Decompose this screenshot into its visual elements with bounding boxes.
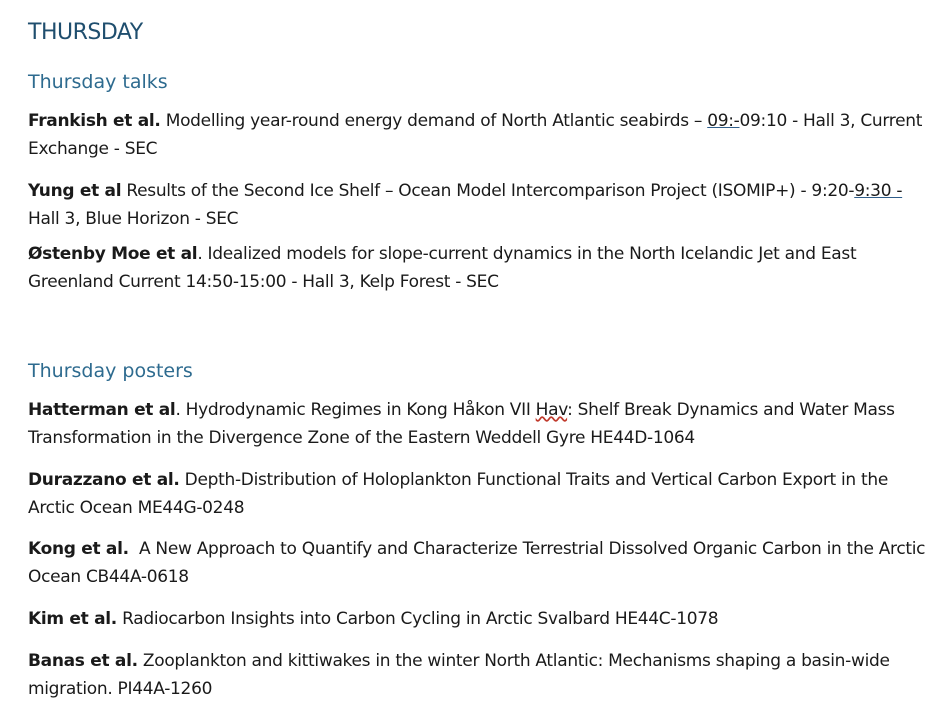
spellcheck-flagged-word[interactable]: Hav xyxy=(535,400,568,420)
poster-entry xyxy=(28,466,928,522)
poster-title-end: : Shelf Break Dynamics and Water Mass Transformation in the Divergence Zone of the Eastern Weddell Gyre HE44D-1064 xyxy=(28,400,895,448)
talk-entry xyxy=(28,107,928,163)
poster-title: A New Approach to Quantify and Characterize Terrestrial Dissolved Organic Carbon in the Arctic Ocean CB44A-0618 xyxy=(28,539,931,587)
poster-authors: Hatterman et al xyxy=(28,400,176,420)
poster-title: Radiocarbon Insights into Carbon Cycling in Arctic Svalbard HE44C-1078 xyxy=(116,609,719,629)
poster-entry xyxy=(28,605,928,633)
talk-title: . Idealized models for slope-current dynamics in the North Icelandic Jet and East Greenland Current 14:50-15:00 - Hall 3, Kelp Forest - SEC xyxy=(28,244,857,292)
poster-entry xyxy=(28,535,931,591)
poster-entry xyxy=(28,396,928,452)
poster-authors: Kim et al. xyxy=(28,609,117,629)
talk-authors: Frankish et al. xyxy=(28,111,161,131)
posters-heading: Thursday posters xyxy=(28,360,193,382)
poster-entry xyxy=(28,647,928,703)
talk-authors: Yung et al xyxy=(28,181,122,201)
poster-title-start: . Hydrodynamic Regimes in Kong Håkon VII xyxy=(175,400,536,420)
talk-time-link[interactable]: 09:- xyxy=(707,111,740,131)
poster-title: Zooplankton and kittiwakes in the winter North Atlantic: Mechanisms shaping a basin-wide migration. PI44A-1260 xyxy=(28,651,890,699)
talk-title: Modelling year-round energy demand of North Atlantic seabirds – xyxy=(160,111,708,131)
talks-heading: Thursday talks xyxy=(28,71,168,93)
talk-title: Results of the Second Ice Shelf – Ocean Model Intercomparison Project (ISOMIP+) - 9:20- xyxy=(121,181,855,201)
day-heading: THURSDAY xyxy=(28,20,143,45)
poster-authors: Kong et al. xyxy=(28,539,129,559)
talk-authors: Østenby Moe et al xyxy=(28,244,198,264)
poster-title: Depth-Distribution of Holoplankton Functional Traits and Vertical Carbon Export in the Arctic Ocean ME44G-0248 xyxy=(28,470,888,518)
talk-entry xyxy=(28,177,928,233)
poster-authors: Banas et al. xyxy=(28,651,138,671)
talk-time-link[interactable]: 9:30 - xyxy=(854,181,903,201)
talk-location: 09:10 - Hall 3, Current Exchange - SEC xyxy=(28,111,923,159)
talk-entry xyxy=(28,240,928,296)
poster-authors: Durazzano et al. xyxy=(28,470,180,490)
talk-location: Hall 3, Blue Horizon - SEC xyxy=(28,209,239,229)
